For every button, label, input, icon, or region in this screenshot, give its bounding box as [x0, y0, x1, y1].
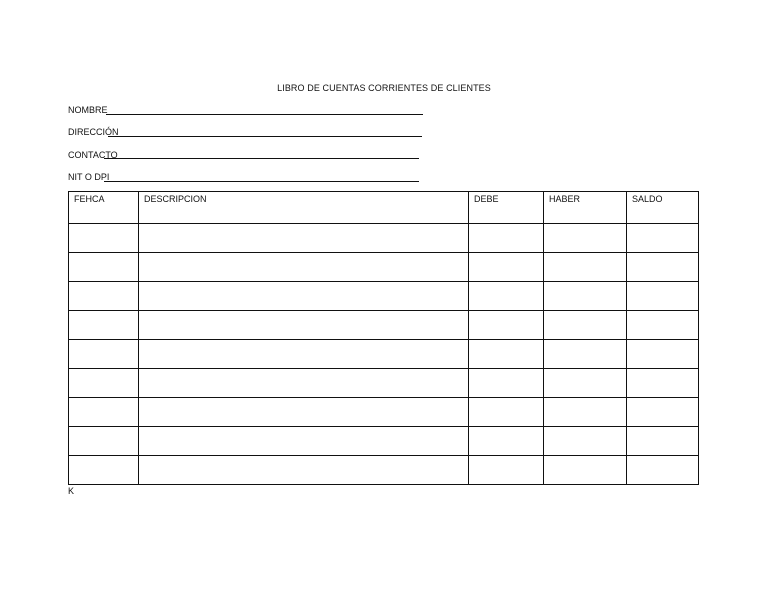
table-cell[interactable]: [69, 224, 139, 253]
header-fecha: FEHCA: [69, 192, 139, 224]
footer-mark: K: [68, 486, 75, 496]
table-cell[interactable]: [544, 282, 627, 311]
table-cell[interactable]: [469, 282, 544, 311]
header-debe: DEBE: [469, 192, 544, 224]
table-cell[interactable]: [69, 311, 139, 340]
table-cell[interactable]: [544, 340, 627, 369]
table-cell[interactable]: [139, 427, 469, 456]
table-cell[interactable]: [469, 340, 544, 369]
table-cell[interactable]: [627, 224, 699, 253]
header-saldo: SALDO: [627, 192, 699, 224]
nit-line: [104, 181, 419, 182]
table-cell[interactable]: [627, 427, 699, 456]
table-row: [69, 456, 699, 485]
table-cell[interactable]: [69, 340, 139, 369]
table-cell[interactable]: [544, 427, 627, 456]
table-row: [69, 398, 699, 427]
table-cell[interactable]: [469, 456, 544, 485]
table-cell[interactable]: [544, 224, 627, 253]
table-row: [69, 369, 699, 398]
table-cell[interactable]: [69, 456, 139, 485]
direccion-label: DIRECCIÓN: [68, 127, 119, 137]
table-row: [69, 427, 699, 456]
table-cell[interactable]: [69, 427, 139, 456]
ledger-table: [68, 191, 699, 485]
table-cell[interactable]: [139, 340, 469, 369]
document-title: LIBRO DE CUENTAS CORRIENTES DE CLIENTES: [277, 83, 491, 93]
table-row: [69, 311, 699, 340]
table-cell[interactable]: [627, 340, 699, 369]
table-cell[interactable]: [469, 369, 544, 398]
table-cell[interactable]: [469, 427, 544, 456]
table-cell[interactable]: [627, 398, 699, 427]
table-cell[interactable]: [69, 369, 139, 398]
nombre-line: [106, 114, 423, 115]
contacto-line: [104, 158, 419, 159]
table-cell[interactable]: [469, 311, 544, 340]
table-row: [69, 340, 699, 369]
ledger-body: [69, 224, 699, 485]
table-row: [69, 253, 699, 282]
nit-label: NIT O DPI: [68, 172, 110, 182]
header-haber: HABER: [544, 192, 627, 224]
table-cell[interactable]: [69, 398, 139, 427]
table-cell[interactable]: [139, 224, 469, 253]
table-cell[interactable]: [544, 253, 627, 282]
table-cell[interactable]: [544, 311, 627, 340]
table-cell[interactable]: [139, 282, 469, 311]
table-cell[interactable]: [139, 369, 469, 398]
table-header-row: [69, 192, 699, 224]
table-cell[interactable]: [469, 253, 544, 282]
table-cell[interactable]: [627, 311, 699, 340]
table-cell[interactable]: [139, 253, 469, 282]
table-cell[interactable]: [544, 398, 627, 427]
nombre-label: NOMBRE: [68, 105, 108, 115]
contacto-label: CONTACTO: [68, 150, 118, 160]
table-cell[interactable]: [627, 369, 699, 398]
table-cell[interactable]: [627, 253, 699, 282]
table-cell[interactable]: [469, 224, 544, 253]
table-cell[interactable]: [69, 253, 139, 282]
table-cell[interactable]: [627, 282, 699, 311]
table-cell[interactable]: [139, 398, 469, 427]
table-row: [69, 282, 699, 311]
table-cell[interactable]: [627, 456, 699, 485]
table-row: [69, 224, 699, 253]
table-cell[interactable]: [469, 398, 544, 427]
table-cell[interactable]: [139, 456, 469, 485]
table-cell[interactable]: [544, 456, 627, 485]
table-cell[interactable]: [69, 282, 139, 311]
table-cell[interactable]: [544, 369, 627, 398]
direccion-line: [108, 136, 422, 137]
table-cell[interactable]: [139, 311, 469, 340]
header-descripcion: DESCRIPCION: [139, 192, 469, 224]
